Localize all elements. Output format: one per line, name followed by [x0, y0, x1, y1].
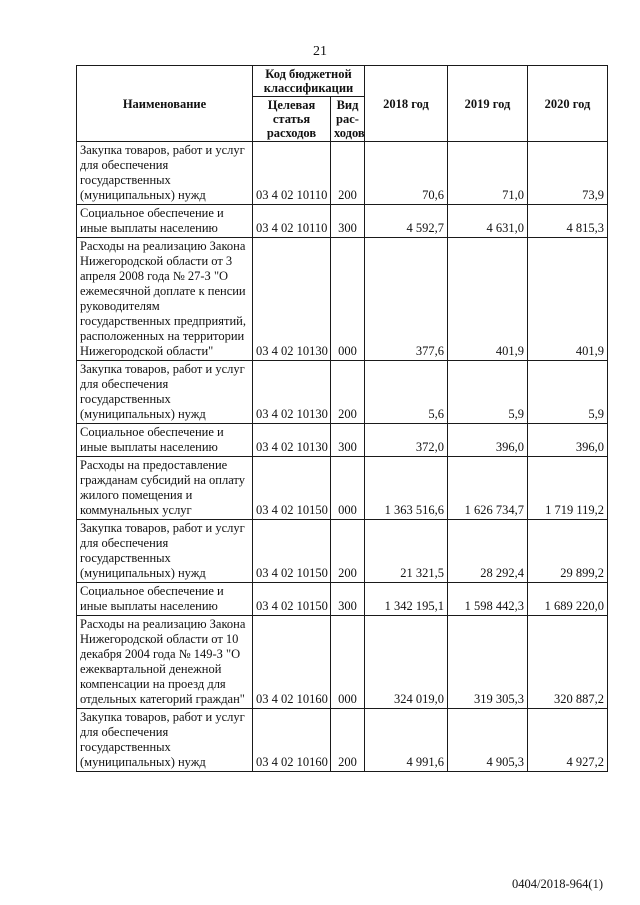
row-2020: 1 719 119,2: [528, 457, 608, 520]
table-row: [77, 520, 608, 583]
row-name: Закупка товаров, работ и услуг для обеспечения государственных (муниципальных) нужд: [77, 142, 253, 205]
header-year-2018: 2018 год: [365, 66, 448, 142]
row-type: 300: [331, 583, 365, 616]
row-code: 03 4 02 10150: [253, 583, 331, 616]
row-name: Расходы на реализацию Закона Нижегородской области от 3 апреля 2008 года № 27-З "О ежемесячной доплате к пенсии руководителям государственных предприятий, расположенных на территории Нижегородской области": [77, 238, 253, 361]
row-name: Закупка товаров, работ и услуг для обеспечения государственных (муниципальных) нужд: [77, 361, 253, 424]
row-2020: 401,9: [528, 238, 608, 361]
document-code: 0404/2018-964(1): [512, 877, 603, 891]
row-code: 03 4 02 10150: [253, 457, 331, 520]
row-2019: 71,0: [448, 142, 528, 205]
row-2018: 377,6: [365, 238, 448, 361]
row-2019: 396,0: [448, 424, 528, 457]
header-kbk: Код бюджетной классификации: [253, 66, 365, 97]
row-2018: 4 991,6: [365, 709, 448, 772]
row-code: 03 4 02 10150: [253, 520, 331, 583]
table-row: [77, 238, 608, 361]
header-expense-type: Вид рас-ходов: [331, 97, 365, 142]
row-name: Социальное обеспечение и иные выплаты населению: [77, 205, 253, 238]
row-code: 03 4 02 10130: [253, 424, 331, 457]
row-2018: 4 592,7: [365, 205, 448, 238]
row-2020: 4 815,3: [528, 205, 608, 238]
row-2018: 324 019,0: [365, 616, 448, 709]
row-2020: 396,0: [528, 424, 608, 457]
row-type: 300: [331, 424, 365, 457]
row-type: 200: [331, 709, 365, 772]
page-number: 21: [313, 44, 327, 59]
budget-table: [76, 65, 608, 772]
row-2018: 1 363 516,6: [365, 457, 448, 520]
table-row: [77, 205, 608, 238]
table-row: [77, 709, 608, 772]
header-name: Наименование: [77, 66, 253, 142]
header-row-1: [77, 66, 608, 97]
row-name: Закупка товаров, работ и услуг для обеспечения государственных (муниципальных) нужд: [77, 709, 253, 772]
row-type: 200: [331, 520, 365, 583]
row-2018: 1 342 195,1: [365, 583, 448, 616]
row-code: 03 4 02 10130: [253, 361, 331, 424]
row-2018: 70,6: [365, 142, 448, 205]
row-type: 200: [331, 142, 365, 205]
row-2019: 5,9: [448, 361, 528, 424]
table-row: [77, 142, 608, 205]
row-2020: 4 927,2: [528, 709, 608, 772]
row-2020: 320 887,2: [528, 616, 608, 709]
row-2019: 4 905,3: [448, 709, 528, 772]
row-type: 000: [331, 457, 365, 520]
row-name: Закупка товаров, работ и услуг для обеспечения государственных (муниципальных) нужд: [77, 520, 253, 583]
row-code: 03 4 02 10110: [253, 205, 331, 238]
table-row: [77, 424, 608, 457]
row-2019: 4 631,0: [448, 205, 528, 238]
row-type: 200: [331, 361, 365, 424]
row-name: Социальное обеспечение и иные выплаты населению: [77, 424, 253, 457]
row-code: 03 4 02 10160: [253, 616, 331, 709]
row-2019: 28 292,4: [448, 520, 528, 583]
table-row: [77, 583, 608, 616]
row-name: Социальное обеспечение и иные выплаты населению: [77, 583, 253, 616]
row-2020: 5,9: [528, 361, 608, 424]
row-type: 000: [331, 238, 365, 361]
header-target-article: Целевая статья расходов: [253, 97, 331, 142]
row-code: 03 4 02 10160: [253, 709, 331, 772]
row-2018: 21 321,5: [365, 520, 448, 583]
table-row: [77, 616, 608, 709]
table-row: [77, 361, 608, 424]
row-2019: 319 305,3: [448, 616, 528, 709]
row-2020: 1 689 220,0: [528, 583, 608, 616]
row-2019: 1 598 442,3: [448, 583, 528, 616]
row-name: Расходы на реализацию Закона Нижегородской области от 10 декабря 2004 года № 149-З "О ежеквартальной денежной компенсации на проезд для отдельных категорий граждан": [77, 616, 253, 709]
row-2019: 1 626 734,7: [448, 457, 528, 520]
row-type: 000: [331, 616, 365, 709]
row-code: 03 4 02 10110: [253, 142, 331, 205]
row-2019: 401,9: [448, 238, 528, 361]
row-2020: 73,9: [528, 142, 608, 205]
row-code: 03 4 02 10130: [253, 238, 331, 361]
row-2020: 29 899,2: [528, 520, 608, 583]
header-year-2019: 2019 год: [448, 66, 528, 142]
row-2018: 372,0: [365, 424, 448, 457]
row-type: 300: [331, 205, 365, 238]
table-row: [77, 457, 608, 520]
row-name: Расходы на предоставление гражданам субсидий на оплату жилого помещения и коммунальных услуг: [77, 457, 253, 520]
row-2018: 5,6: [365, 361, 448, 424]
header-year-2020: 2020 год: [528, 66, 608, 142]
